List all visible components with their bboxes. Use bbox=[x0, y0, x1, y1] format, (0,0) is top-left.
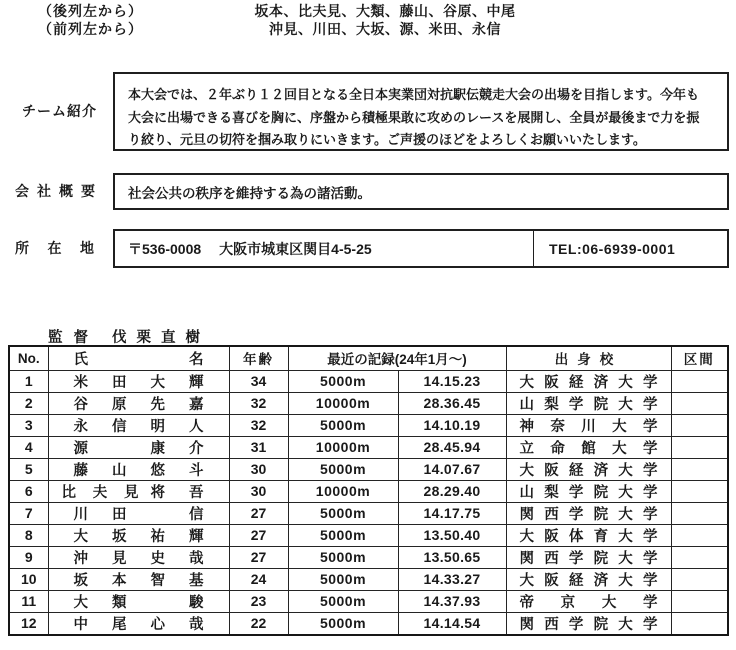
runner-no: 11 bbox=[9, 590, 48, 612]
header-section: 区間 bbox=[671, 346, 728, 370]
runner-age: 34 bbox=[229, 370, 288, 392]
runner-age: 32 bbox=[229, 414, 288, 436]
runner-event: 5000m bbox=[288, 414, 398, 436]
runner-event: 5000m bbox=[288, 590, 398, 612]
runner-section bbox=[671, 590, 728, 612]
runner-time: 14.10.19 bbox=[398, 414, 506, 436]
runner-age: 32 bbox=[229, 392, 288, 414]
runner-school: 山 梨 学 院 大 学 bbox=[506, 392, 671, 414]
runner-no: 3 bbox=[9, 414, 48, 436]
runner-time: 28.29.40 bbox=[398, 480, 506, 502]
runner-event: 10000m bbox=[288, 392, 398, 414]
runner-school: 山 梨 学 院 大 学 bbox=[506, 480, 671, 502]
runner-no: 12 bbox=[9, 612, 48, 635]
roster-row bbox=[9, 458, 728, 480]
address-cell bbox=[115, 231, 534, 266]
runner-school: 関 西 学 院 大 学 bbox=[506, 612, 671, 635]
tel-cell bbox=[534, 231, 727, 266]
runner-name: 谷 原 先 嘉 bbox=[48, 392, 229, 414]
back-row-caption-label: （後列左から） bbox=[38, 3, 143, 19]
runner-no: 1 bbox=[9, 370, 48, 392]
runner-name: 中 尾 心 哉 bbox=[48, 612, 229, 635]
runner-school: 大 阪 経 済 大 学 bbox=[506, 458, 671, 480]
runner-event: 5000m bbox=[288, 502, 398, 524]
runner-event: 10000m bbox=[288, 480, 398, 502]
runner-time: 14.14.54 bbox=[398, 612, 506, 635]
runner-name: 米 田 大 輝 bbox=[48, 370, 229, 392]
team-intro-text-line: り絞り、元旦の切符を掴み取りにいきます。ご声援のほどをよろしくお願いいたします。 bbox=[128, 132, 646, 147]
runner-name: 大 類 駿 bbox=[48, 590, 229, 612]
runner-event: 5000m bbox=[288, 568, 398, 590]
runner-school: 関 西 学 院 大 学 bbox=[506, 502, 671, 524]
company-overview-box bbox=[113, 173, 729, 210]
roster-row bbox=[9, 436, 728, 458]
team-intro-text-line: 大会に出場できる喜びを胸に、序盤から積極果敢に攻めのレースを展開し、全員が最後まで力を振 bbox=[128, 109, 700, 125]
runner-time: 14.15.23 bbox=[398, 370, 506, 392]
team-intro-text-line: 本大会では、２年ぶり１２回目となる全日本実業団対抗駅伝競走大会の出場を目指します。今年も bbox=[128, 87, 699, 102]
roster-row bbox=[9, 480, 728, 502]
roster-row bbox=[9, 568, 728, 590]
header-no: No. bbox=[9, 346, 48, 370]
runner-section bbox=[671, 392, 728, 414]
runner-no: 8 bbox=[9, 524, 48, 546]
runner-section bbox=[671, 436, 728, 458]
runner-name: 源 康 介 bbox=[48, 436, 229, 458]
runner-section bbox=[671, 370, 728, 392]
header-name: 氏 名 bbox=[48, 346, 229, 370]
runner-no: 7 bbox=[9, 502, 48, 524]
runner-event: 10000m bbox=[288, 436, 398, 458]
roster-table bbox=[8, 345, 729, 636]
runner-name: 坂 本 智 基 bbox=[48, 568, 229, 590]
company-overview-text: 社会公共の秩序を維持する為の諸活動。 bbox=[128, 185, 371, 201]
runner-event: 5000m bbox=[288, 370, 398, 392]
roster-row bbox=[9, 546, 728, 568]
runner-school: 大 阪 体 育 大 学 bbox=[506, 524, 671, 546]
runner-time: 14.33.27 bbox=[398, 568, 506, 590]
runner-time: 14.07.67 bbox=[398, 458, 506, 480]
runner-age: 22 bbox=[229, 612, 288, 635]
runner-time: 14.37.93 bbox=[398, 590, 506, 612]
runner-section bbox=[671, 480, 728, 502]
runner-age: 30 bbox=[229, 480, 288, 502]
runner-section bbox=[671, 458, 728, 480]
director-name: 伐栗直樹 bbox=[112, 330, 210, 346]
runner-school: 大 阪 経 済 大 学 bbox=[506, 370, 671, 392]
runner-time: 28.36.45 bbox=[398, 392, 506, 414]
runner-time: 13.50.40 bbox=[398, 524, 506, 546]
runner-no: 5 bbox=[9, 458, 48, 480]
runner-event: 5000m bbox=[288, 524, 398, 546]
runner-time: 14.17.75 bbox=[398, 502, 506, 524]
runner-name: 川 田 信 bbox=[48, 502, 229, 524]
roster-row bbox=[9, 370, 728, 392]
team-intro-label: チ ー ム 紹 介 bbox=[22, 103, 96, 119]
runner-no: 10 bbox=[9, 568, 48, 590]
roster-row bbox=[9, 414, 728, 436]
runner-age: 31 bbox=[229, 436, 288, 458]
runner-time: 28.45.94 bbox=[398, 436, 506, 458]
runner-name: 大 坂 祐 輝 bbox=[48, 524, 229, 546]
header-school: 出身校 bbox=[506, 346, 671, 370]
runner-school: 立 命 館 大 学 bbox=[506, 436, 671, 458]
tel-number: TEL:06-6939-0001 bbox=[549, 240, 676, 257]
director-title: 監督 bbox=[48, 330, 99, 346]
company-overview-label: 会 社 概 要 bbox=[15, 183, 95, 199]
runner-age: 27 bbox=[229, 502, 288, 524]
header-age: 年齢 bbox=[229, 346, 288, 370]
runner-name: 藤 山 悠 斗 bbox=[48, 458, 229, 480]
runner-section bbox=[671, 612, 728, 635]
runner-section bbox=[671, 546, 728, 568]
runner-time: 13.50.65 bbox=[398, 546, 506, 568]
runner-section bbox=[671, 414, 728, 436]
runner-section bbox=[671, 568, 728, 590]
runner-school: 関 西 学 院 大 学 bbox=[506, 546, 671, 568]
runner-age: 27 bbox=[229, 524, 288, 546]
director-line bbox=[48, 326, 210, 347]
runner-name: 永 信 明 人 bbox=[48, 414, 229, 436]
runner-school: 帝 京 大 学 bbox=[506, 590, 671, 612]
header-record: 最近の記録(24年1月～) bbox=[288, 346, 506, 370]
runner-no: 9 bbox=[9, 546, 48, 568]
address-label: 所 在 地 bbox=[15, 240, 94, 256]
roster-row bbox=[9, 590, 728, 612]
team-intro-box bbox=[113, 72, 729, 151]
runner-age: 30 bbox=[229, 458, 288, 480]
runner-age: 24 bbox=[229, 568, 288, 590]
back-row-names: 坂本、比夫見、大類、藤山、谷原、中尾 bbox=[254, 3, 516, 19]
runner-no: 6 bbox=[9, 480, 48, 502]
roster-header-row bbox=[9, 346, 728, 370]
runner-no: 2 bbox=[9, 392, 48, 414]
runner-no: 4 bbox=[9, 436, 48, 458]
runner-event: 5000m bbox=[288, 546, 398, 568]
runner-event: 5000m bbox=[288, 458, 398, 480]
roster-row bbox=[9, 524, 728, 546]
street-address: 大阪市城東区関目4-5-25 bbox=[219, 240, 372, 257]
postal-code: 〒536-0008 bbox=[128, 240, 202, 257]
address-box bbox=[113, 229, 729, 268]
runner-age: 27 bbox=[229, 546, 288, 568]
roster-row bbox=[9, 392, 728, 414]
runner-section bbox=[671, 524, 728, 546]
runner-section bbox=[671, 502, 728, 524]
roster-row bbox=[9, 612, 728, 635]
front-row-names: 沖見、川田、大坂、源、米田、永信 bbox=[269, 21, 501, 37]
runner-age: 23 bbox=[229, 590, 288, 612]
runner-name: 比 夫 見 将 吾 bbox=[48, 480, 229, 502]
runner-event: 5000m bbox=[288, 612, 398, 635]
runner-name: 沖 見 史 哉 bbox=[48, 546, 229, 568]
roster-row bbox=[9, 502, 728, 524]
runner-school: 神 奈 川 大 学 bbox=[506, 414, 671, 436]
runner-school: 大 阪 経 済 大 学 bbox=[506, 568, 671, 590]
front-row-caption-label: （前列左から） bbox=[38, 21, 143, 37]
